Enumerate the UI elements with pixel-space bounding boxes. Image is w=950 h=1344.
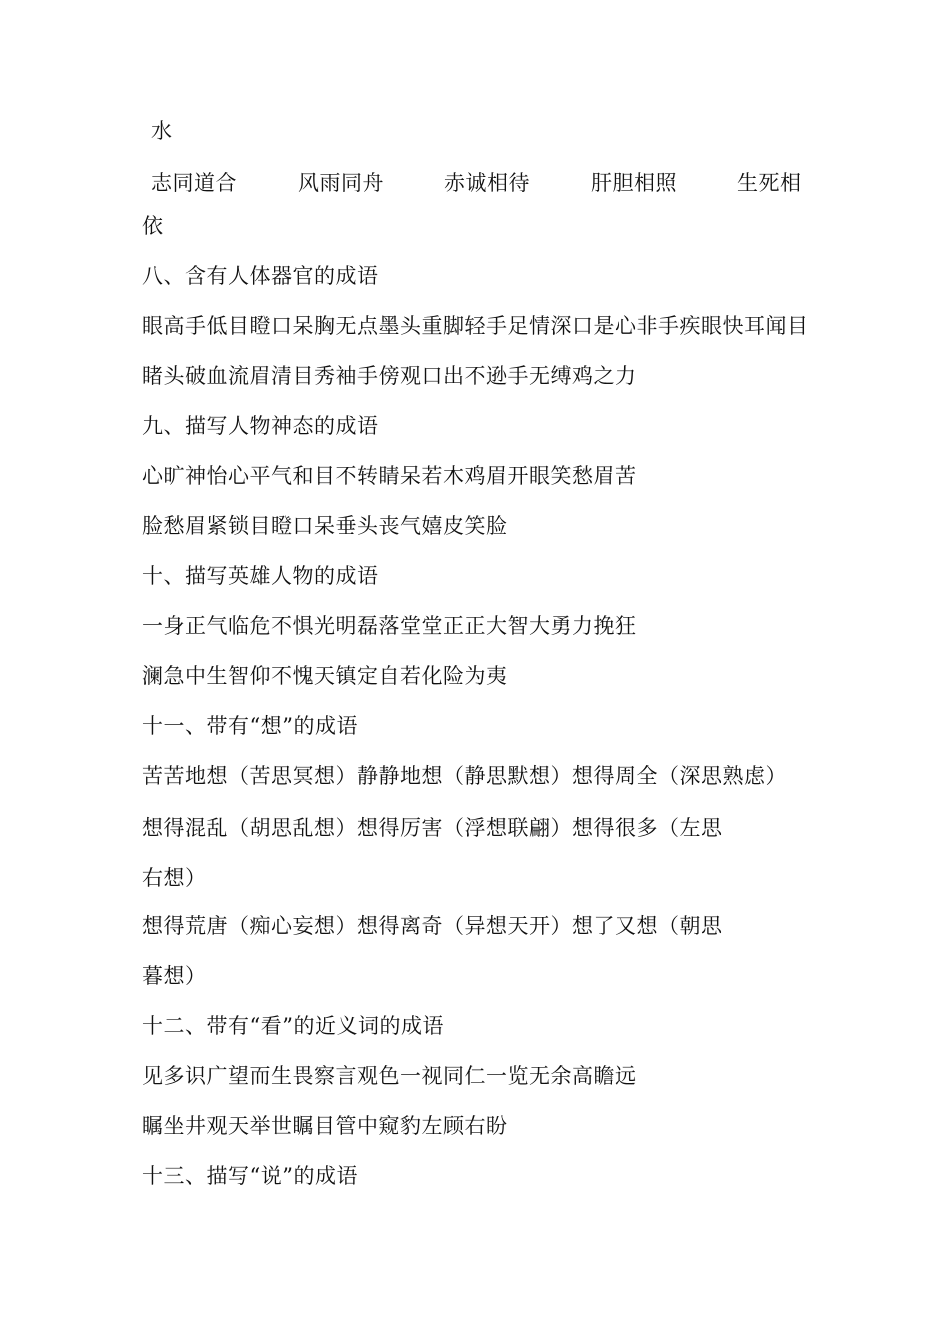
paragraph-line: 暮想）	[142, 964, 207, 988]
paragraph-line: 睹头破血流眉清目秀袖手傍观口出不逊手无缚鸡之力	[142, 364, 637, 388]
paragraph-line: 眼高手低目瞪口呆胸无点墨头重脚轻手足情深口是心非手疾眼快耳闻目	[142, 314, 809, 338]
idiom-item: 志同道合	[151, 171, 237, 195]
section-heading-13: 十三、描写“说”的成语	[142, 1164, 358, 1188]
paragraph-line: 心旷神怡心平气和目不转睛呆若木鸡眉开眼笑愁眉苦	[142, 464, 637, 488]
text-line-wrap: 依	[142, 214, 164, 238]
idiom-item: 风雨同舟	[298, 171, 384, 195]
paragraph-line: 一身正气临危不惧光明磊落堂堂正正大智大勇力挽狂	[142, 614, 637, 638]
paragraph-line: 右想）	[142, 866, 207, 890]
paragraph-line: 澜急中生智仰不愧天镇定自若化险为夷	[142, 664, 508, 688]
section-heading-8: 八、含有人体器官的成语	[142, 264, 379, 288]
text-line-water: 水	[151, 119, 173, 143]
section-heading-10: 十、描写英雄人物的成语	[142, 564, 379, 588]
paragraph-line: 想得荒唐（痴心妄想）想得离奇（异想天开）想了又想（朝思	[142, 914, 723, 938]
paragraph-line: 苦苦地想（苦思冥想）静静地想（静思默想）想得周全（深思熟虑）	[142, 764, 787, 788]
paragraph-line: 想得混乱（胡思乱想）想得厉害（浮想联翩）想得很多（左思	[142, 816, 723, 840]
section-heading-12: 十二、带有“看”的近义词的成语	[142, 1014, 444, 1038]
idiom-item: 赤诚相待	[444, 171, 530, 195]
section-heading-9: 九、描写人物神态的成语	[142, 414, 379, 438]
idiom-item: 肝胆相照	[591, 171, 677, 195]
paragraph-line: 脸愁眉紧锁目瞪口呆垂头丧气嬉皮笑脸	[142, 514, 508, 538]
idiom-item: 生死相	[737, 171, 802, 195]
paragraph-line: 见多识广望而生畏察言观色一视同仁一览无余高瞻远	[142, 1064, 637, 1088]
section-heading-11: 十一、带有“想”的成语	[142, 714, 358, 738]
paragraph-line: 瞩坐井观天举世瞩目管中窥豹左顾右盼	[142, 1114, 508, 1138]
